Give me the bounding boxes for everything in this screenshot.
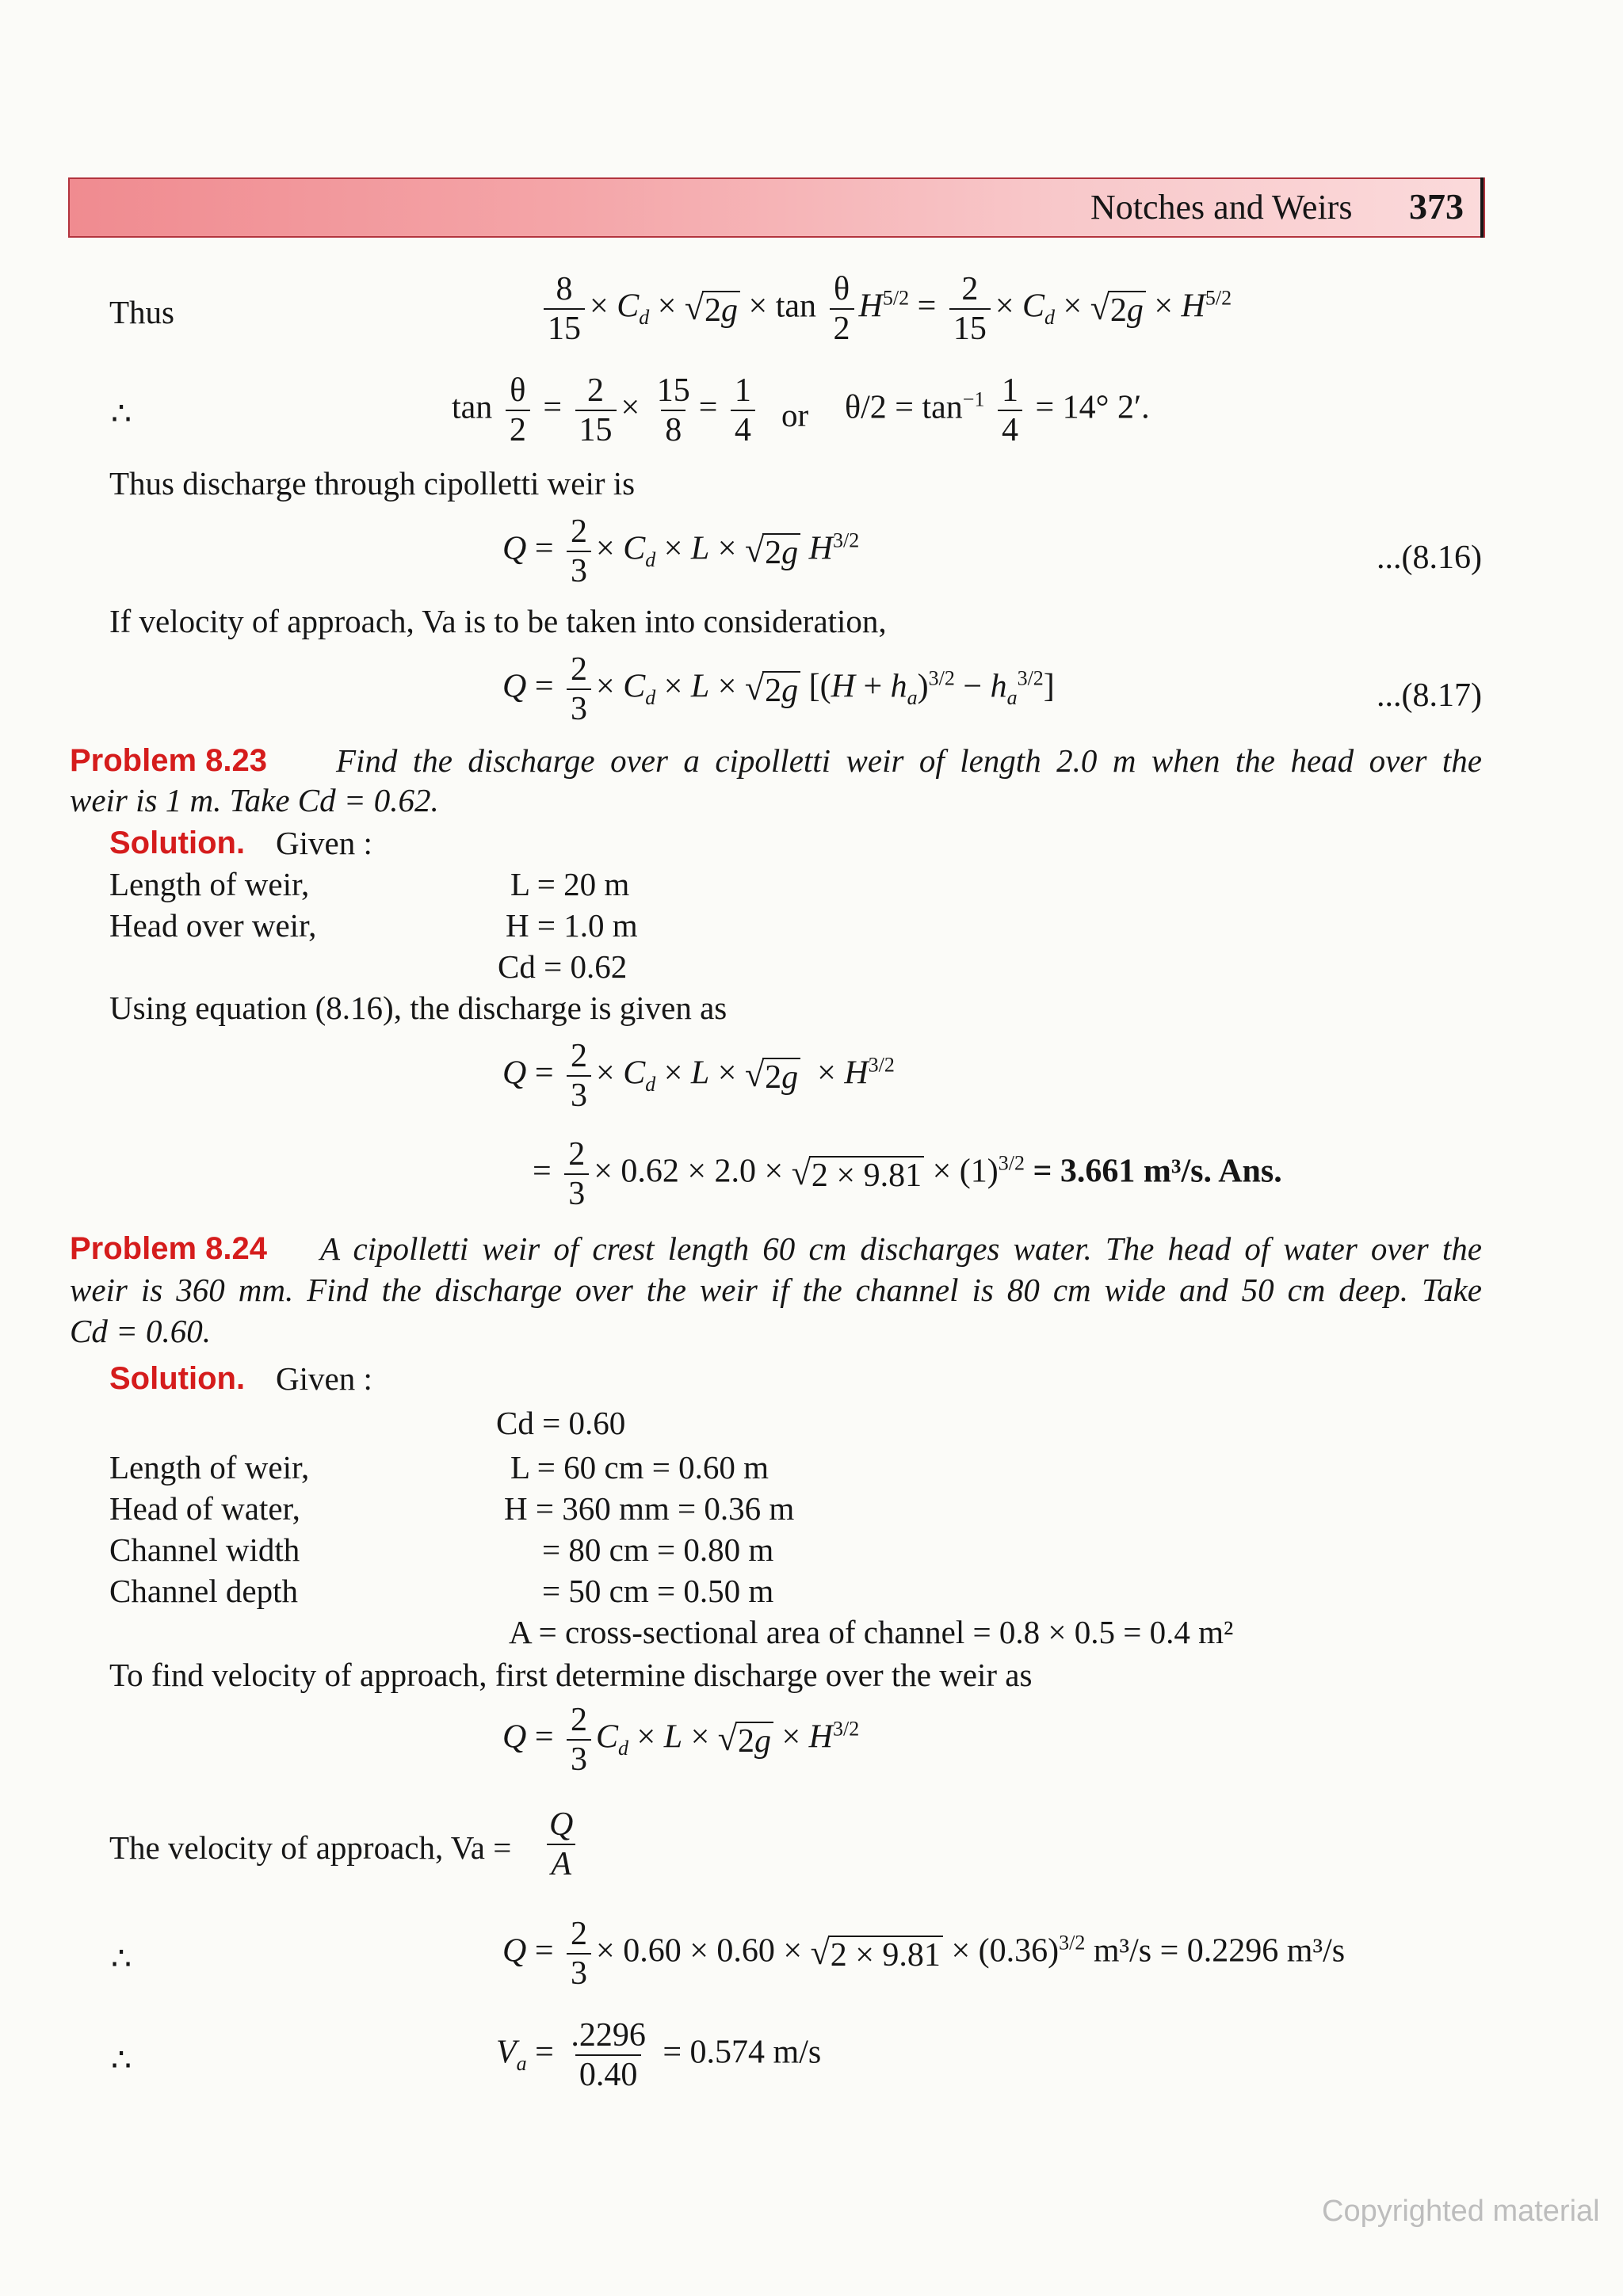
- given-row-value: = 80 cm = 0.80 m: [542, 1531, 774, 1568]
- header-rule: [1480, 177, 1484, 238]
- given-row-label: Channel depth: [109, 1573, 298, 1609]
- page-number: 373: [1409, 186, 1464, 227]
- chapter-title: Notches and Weirs: [1090, 188, 1353, 227]
- problem-8-24-given: Given :: [276, 1360, 372, 1397]
- equation-q-substituted: = $\frac{2}{3}$ × 0.62 × 2.0 × √ 2 × 9.81 × $(1)^{3/2} = 3.661$ m³/s. Ans.: [533, 1136, 1282, 1212]
- given-row-value: L = 20 m: [510, 866, 630, 902]
- problem-8-23-solution-label: Solution.: [109, 826, 246, 860]
- equation-8-16-tag: ...(8.16): [1377, 540, 1482, 576]
- given-row-label: Head over weir,: [109, 907, 317, 944]
- problem-8-24-statement-line2: weir is 360 mm. Find the discharge over the weir if the channel is 80 cm wide and 50 cm deep. Take: [70, 1272, 1482, 1308]
- equation-q-discharge: Q = $\frac{2}{3}$ $C_d \times L$ × √ 2g × $H^{3/2}$: [502, 1702, 860, 1778]
- equation-theta-relation: $\frac{8}{15}$ × $C_d$ × √ 2g × tan $\frac{\theta}{2}$ $H^{5/2}$ = $\frac{2}{15}$ × $C_d$ × √ 2g × $H^{5/2}$: [539, 273, 1232, 345]
- equation-8-17: Q = $\frac{2}{3}$ × $C_d \times L$ × √ 2g $[(H + h_a)^{3/2} - h_a^{3/2}]$: [502, 651, 1055, 727]
- problem-8-23-result: = 3.661 m³/s. Ans.: [1033, 1153, 1282, 1190]
- equation-tan-theta: tan $\frac{\theta}{2}$ = $\frac{2}{15}$ × $\frac{15}{8}$ = $\frac{1}{4}$: [452, 374, 760, 447]
- equation-q-computed: Q = $\frac{2}{3}$ × 0.60 × 0.60 × √ 2 × 9.81 × $(0.36)^{3/2}$ m³/s = 0.2296 m³/s: [502, 1916, 1346, 1992]
- given-row-label: Head of water,: [109, 1490, 300, 1527]
- problem-8-23-statement-line1: Find the discharge over a cipolletti weir of length 2.0 m when the head over the: [336, 742, 1482, 779]
- problem-8-24-solution-label: Solution.: [109, 1361, 246, 1396]
- problem-8-23-statement-line2: weir is 1 m. Take Cd = 0.62.: [70, 782, 439, 818]
- given-row-value: H = 1.0 m: [506, 907, 638, 944]
- velocity-find-text: To find velocity of approach, first determine discharge over the weir as: [109, 1657, 1033, 1693]
- velocity-text: If velocity of approach, Va is to be taken into consideration,: [109, 603, 887, 639]
- discharge-text: Thus discharge through cipolletti weir is: [109, 465, 636, 502]
- q-result: m³/s = 0.2296 m³/s: [1093, 1932, 1346, 1970]
- or-word: or: [781, 397, 809, 433]
- thus-label: Thus: [109, 294, 174, 330]
- copyright-watermark: Copyrighted material: [1322, 2195, 1600, 2228]
- given-row-label: Length of weir,: [109, 1449, 310, 1486]
- given-row-value: Cd = 0.62: [498, 948, 628, 985]
- given-row-value: = 50 cm = 0.50 m: [542, 1573, 774, 1609]
- equation-va-computed: $V_a$ = $\frac{.2296}{0.40}$ = 0.574 m/s: [496, 2017, 822, 2093]
- therefore-symbol: ∴: [111, 2042, 132, 2078]
- equation-va-fraction: $\frac{Q}{A}$: [540, 1808, 582, 1881]
- problem-8-23-label: Problem 8.23: [70, 743, 268, 778]
- therefore-symbol: ∴: [111, 1940, 132, 1977]
- va-result: = 0.574 m/s: [663, 2034, 822, 2071]
- equation-theta-value: $\theta/2 = \tan^{-1}$ $\frac{1}{4}$ = 14° 2′.: [845, 372, 1150, 448]
- therefore-symbol: ∴: [111, 395, 132, 432]
- given-row-label: Channel width: [109, 1531, 300, 1568]
- equation-8-17-tag: ...(8.17): [1377, 677, 1482, 714]
- area-line: A = cross-sectional area of channel = 0.8 × 0.5 = 0.4 m²: [509, 1614, 1234, 1650]
- velocity-approach-label: The velocity of approach, Va =: [109, 1829, 512, 1866]
- given-row-label: Length of weir,: [109, 866, 310, 902]
- problem-8-24-statement-line1: A cipolletti weir of crest length 60 cm discharges water. The head of water over the: [320, 1230, 1482, 1267]
- equation-q-general: Q = $\frac{2}{3}$ × $C_d \times L$ × √ 2g × $H^{3/2}$: [502, 1038, 895, 1114]
- problem-8-24-label: Problem 8.24: [70, 1231, 268, 1266]
- given-row-value: Cd = 0.60: [496, 1405, 626, 1441]
- given-row-value: L = 60 cm = 0.60 m: [510, 1449, 769, 1486]
- problem-8-23-given: Given :: [276, 825, 372, 861]
- using-equation-text: Using equation (8.16), the discharge is given as: [109, 990, 727, 1026]
- given-row-value: H = 360 mm = 0.36 m: [504, 1490, 795, 1527]
- equation-8-16: Q = $\frac{2}{3}$ × $C_d \times L$ × √ 2g $H^{3/2}$: [502, 513, 860, 589]
- problem-8-24-statement-line3: Cd = 0.60.: [70, 1313, 212, 1349]
